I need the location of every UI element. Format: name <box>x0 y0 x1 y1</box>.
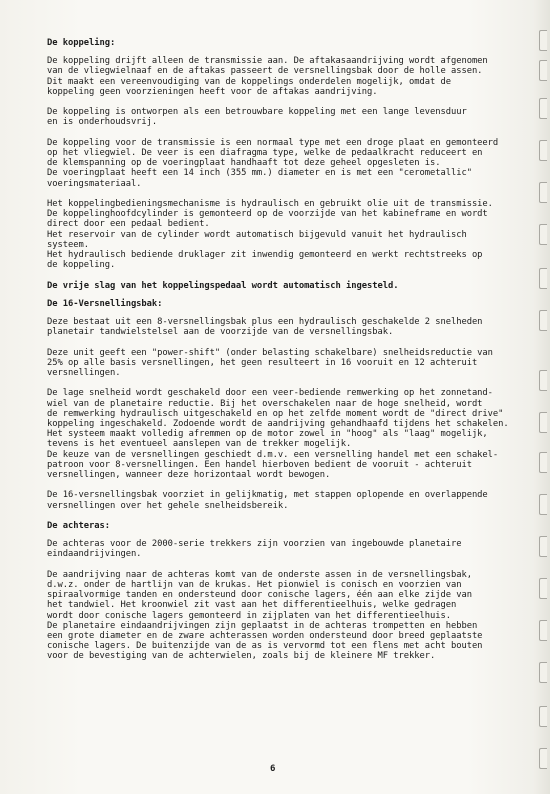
binder-tab <box>539 748 547 769</box>
section-heading: De achteras: <box>47 521 110 532</box>
binder-tab <box>539 662 547 683</box>
binder-tab <box>539 224 547 245</box>
paragraph: Het koppelingbedieningsmechanisme is hydraulisch en gebruikt olie uit de transmissie. De koppelinghoofdcylinder is gemonteerd op de voorzijde van het kabineframe en wordt direct door een pedaal bedient. Het reservoir van de cylinder wordt automatisch bijgevuld vanuit het hydraulisch systeem. Het hydraulisch bediende druklager zit inwendig gemonteerd en werkt rechtstreeks op de koppeling. <box>47 199 493 271</box>
binder-tab <box>539 706 547 727</box>
paragraph: De lage snelheid wordt geschakeld door een veer-bediende remwerking op het zonnetand- wiel van de planetaire reductie. Bij het overschakelen naar de hoge snelheid, wordt de remwerking hydraulisch uitgeschakeld en op het zelfde moment wordt de "direct drive" koppeling ingeschakeld. Zodoende wordt de aandrijving gehandhaafd tijdens het schakelen. Het systeem maakt volledig afremmen op de motor zowel in "hoog" als "laag" mogelijk, tevens is het eventueel aanslepen van de trekker mogelijk. De keuze van de versnellingen geschiedt d.m.v. een versnelling handel met een schakel- patroon voor 8-versnellingen. Een handel hierboven bedient de vooruit - achteruit versnellingen, wanneer deze horizontaal wordt bewogen. <box>47 388 509 481</box>
paragraph: De koppeling is ontworpen als een betrouwbare koppeling met een lange levensduur en is onderhoudsvrij. <box>47 107 467 128</box>
binder-tab <box>539 310 547 331</box>
binder-tab <box>539 268 547 289</box>
page-number: 6 <box>270 764 276 774</box>
paragraph: De koppeling voor de transmissie is een normaal type met een droge plaat en gemonteerd op het vliegwiel. De veer is een diafragma type, welke de pedaalkracht reduceert en de klemspanning op de voeringplaat handhaaft tot deze geheel opgesleten is. De voeringplaat heeft een 14 inch (355 mm.) diameter en is met een "cerometallic" voeringsmateriaal. <box>47 137 499 189</box>
binder-tab <box>539 30 547 51</box>
paragraph: De achteras voor de 2000-serie trekkers zijn voorzien van ingebouwde planetaire eindaandrijvingen. <box>47 539 462 560</box>
binder-tab <box>539 620 547 641</box>
section-heading: De 16-Versnellingsbak: <box>47 298 163 309</box>
binder-edge <box>534 0 550 794</box>
bold-note: De vrije slag van het koppelingspedaal wordt automatisch ingesteld. <box>47 280 399 291</box>
binder-tab <box>539 412 547 433</box>
document-body <box>47 38 525 672</box>
binder-tab <box>539 370 547 391</box>
binder-tab <box>539 60 547 81</box>
section-heading: De koppeling: <box>47 38 116 48</box>
paragraph: Deze unit geeft een "power-shift" (onder belasting schakelbare) snelheidsreductie van 25% op alle basis versnellingen, het geen resulteert in 16 vooruit en 12 achteruit versnellingen. <box>47 347 493 379</box>
binder-tab <box>539 536 547 557</box>
paragraph: De 16-versnellingsbak voorziet in gelijkmatig, met stappen oplopende en overlappende versnellingen over het gehele snelheidsbereik. <box>47 490 488 511</box>
binder-tab <box>539 452 547 473</box>
paragraph: Deze bestaat uit een 8-versnellingsbak plus een hydraulisch geschakelde 2 snelheden planetair tandwielstelsel aan de voorzijde van de versnellingsbak. <box>47 317 483 338</box>
binder-tab <box>539 98 547 119</box>
binder-tab <box>539 182 547 203</box>
binder-tab <box>539 494 547 515</box>
binder-tab <box>539 140 547 161</box>
paragraph: De koppeling drijft alleen de transmissie aan. De aftakasaandrijving wordt afgenomen van de vliegwielnaaf en de aftakas passeert de versnellingsbak door de holle assen. Dit maakt een vereenvoudiging van de koppelings onderdelen mogelijk, omdat de koppeling geen voorzieningen heeft voor de aftakas aandrijving. <box>47 56 488 97</box>
paragraph: De aandrijving naar de achteras komt van de onderste assen in de versnellingsbak, d.w.z. onder de hartlijn van de krukas. Het pionwiel is conisch en voorzien van spiraalvormige tanden en ondersteund door conische lagers, één aan elke zijde van het tandwiel. Het kroonwiel zit vast aan het differentieelhuis, welke gedragen wordt door conische lagers gemonteerd in zijplaten van het differentieelhuis. De planetaire eindaandrijvingen zijn geplaatst in de achteras trompetten en hebben een grote diameter en de zware achterassen worden ondersteund door breed geplaatste conische lagers. De buitenzijde van de as is vervormd tot een flens met acht bouten voor de bevestiging van de achterwielen, zoals bij de kleinere MF trekker. <box>47 569 483 662</box>
binder-tab <box>539 578 547 599</box>
